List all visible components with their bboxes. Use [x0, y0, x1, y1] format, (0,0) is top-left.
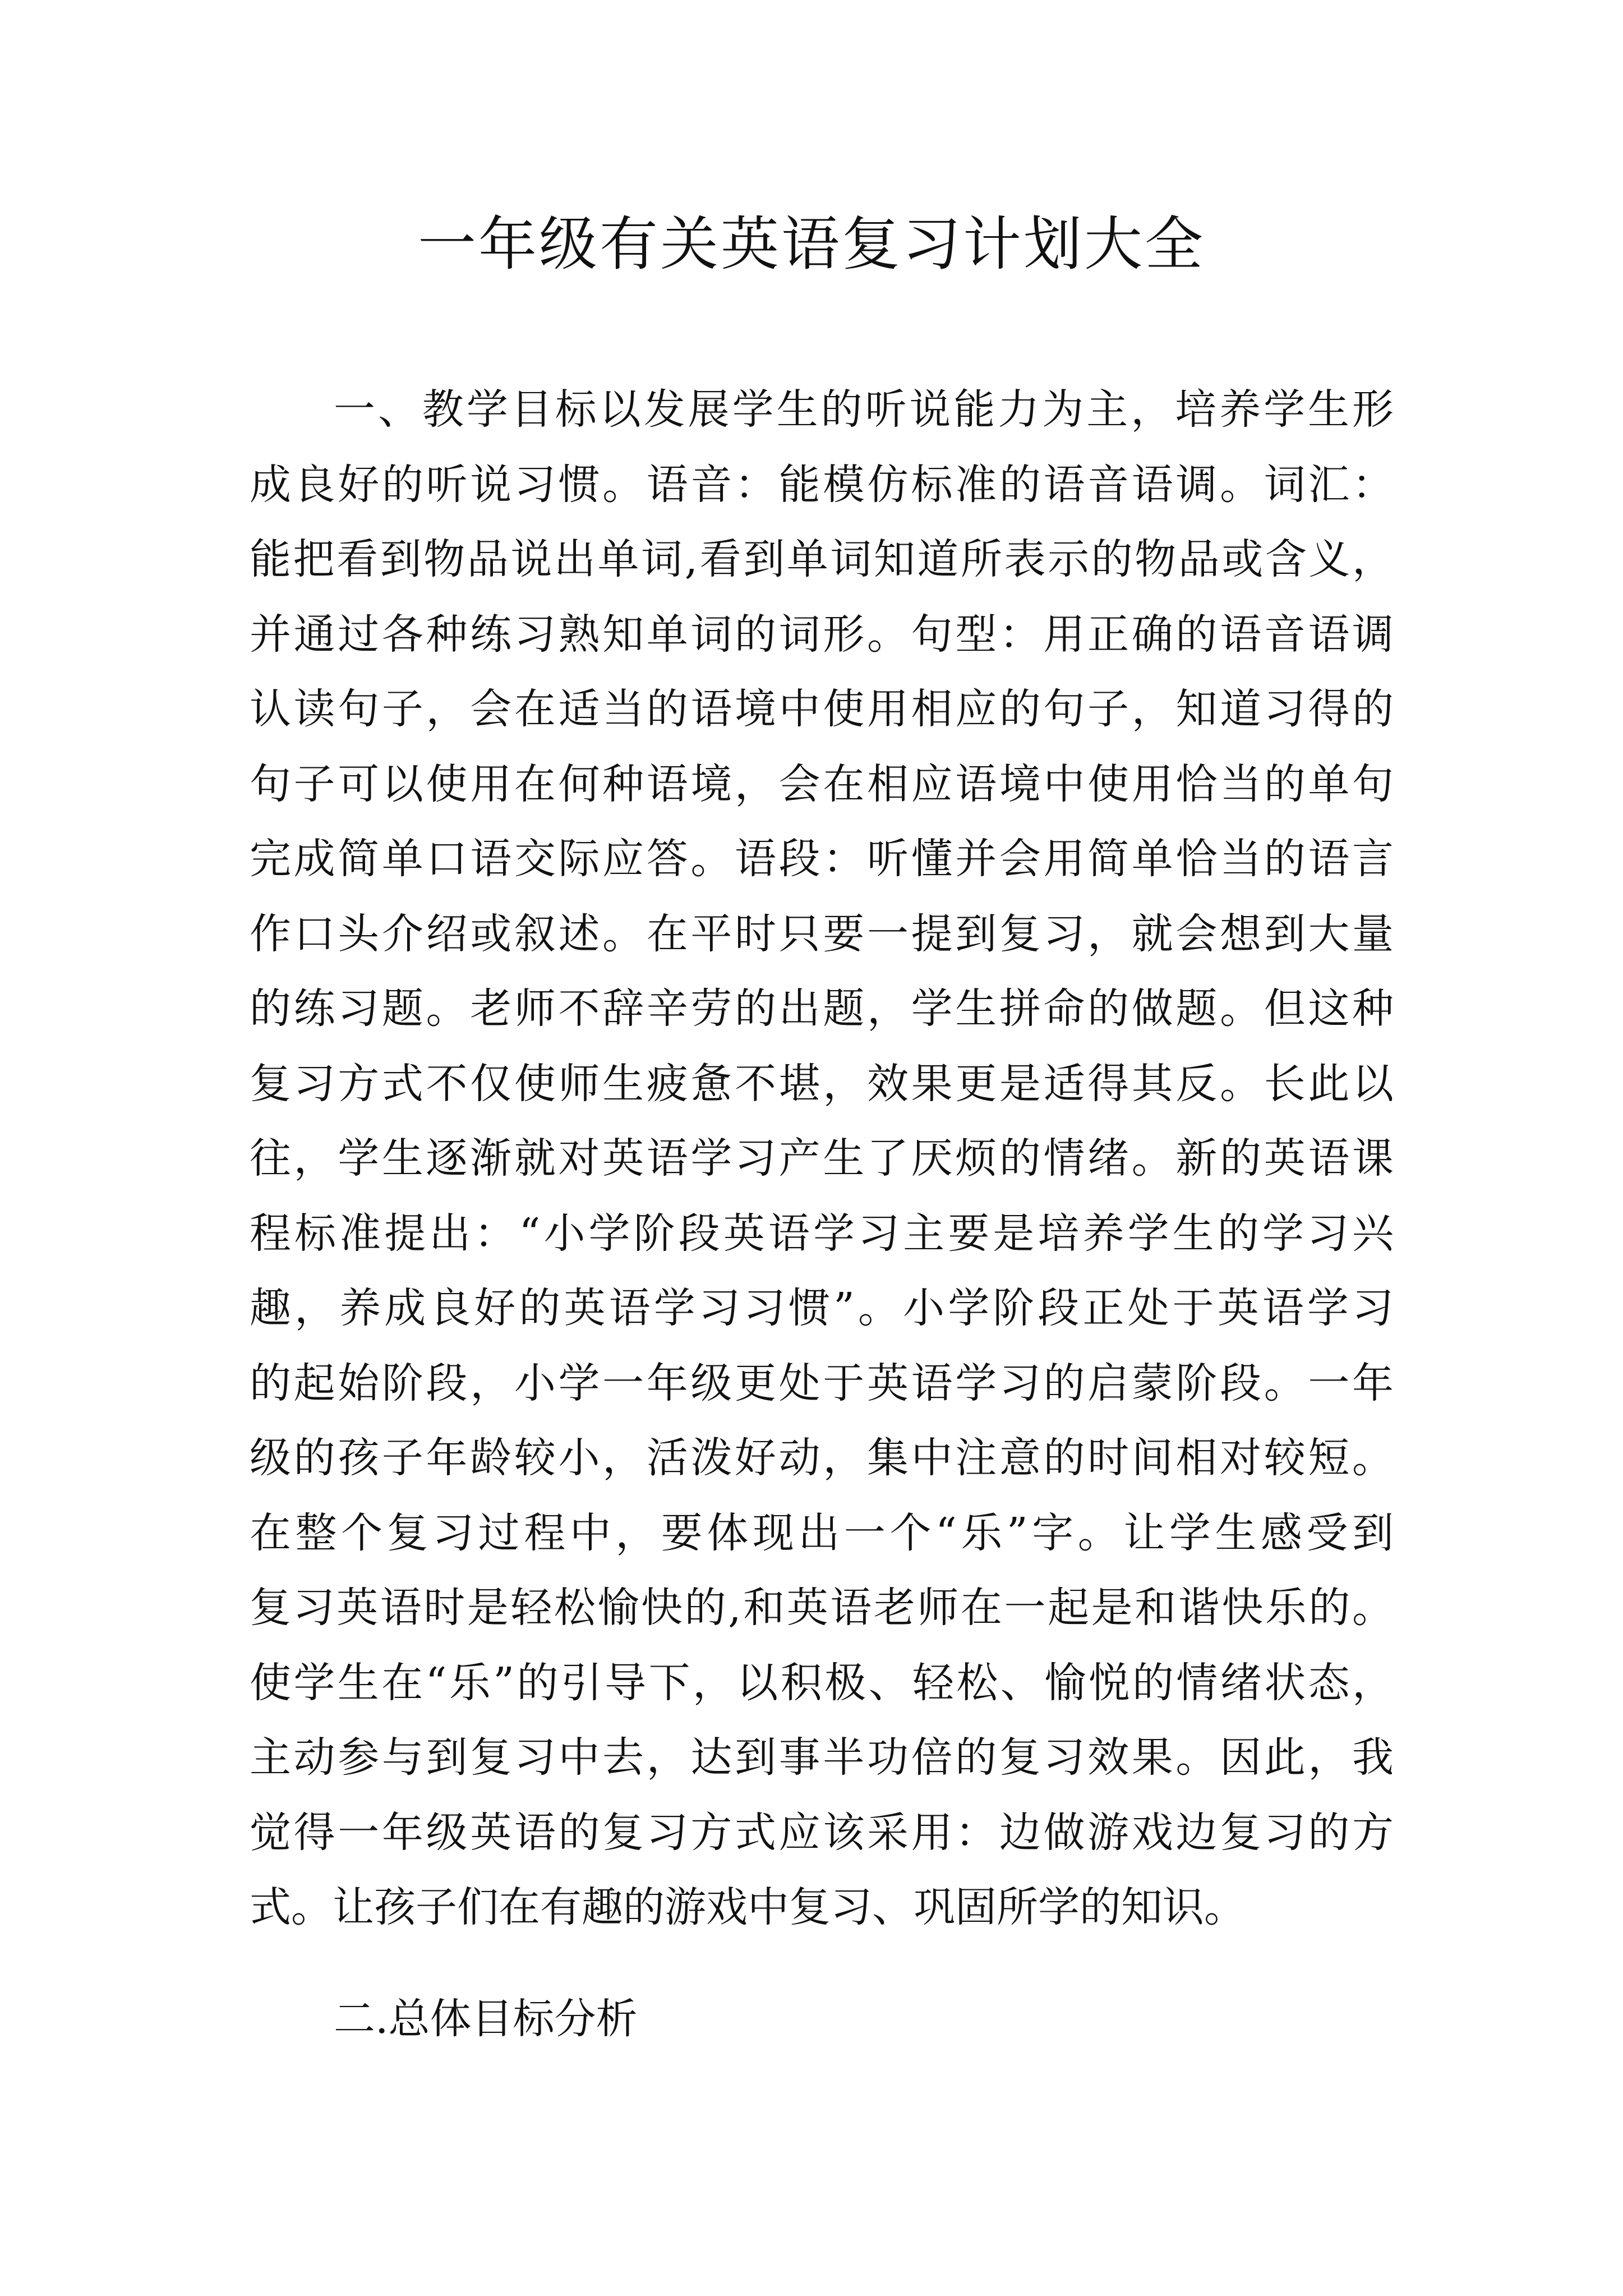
paragraph-line: 觉得一年级英语的复习方式应该采用：边做游戏边复习的方: [250, 1808, 1394, 1857]
paragraph-line: 在整个复习过程中，要体现出一个“乐”字。让学生感受到: [250, 1508, 1394, 1557]
paragraph-line: 主动参与到复习中去，达到事半功倍的复习效果。因此，我: [250, 1733, 1394, 1782]
paragraph-line: 程标准提出：“小学阶段英语学习主要是培养学生的学习兴: [250, 1209, 1394, 1258]
paragraph-line: 往，学生逐渐就对英语学习产生了厌烦的情绪。新的英语课: [250, 1134, 1394, 1182]
paragraph-line: 认读句子，会在适当的语境中使用相应的句子，知道习得的: [250, 685, 1394, 733]
paragraph-line: 完成简单口语交际应答。语段：听懂并会用简单恰当的语言: [250, 835, 1394, 883]
section-heading: 二.总体目标分析: [334, 1995, 638, 2043]
paragraph-line: 复习方式不仅使师生疲惫不堪，效果更是适得其反。长此以: [250, 1059, 1394, 1108]
paragraph-line: 句子可以使用在何种语境，会在相应语境中使用恰当的单句: [250, 760, 1394, 808]
paragraph-line: 一、教学目标以发展学生的听说能力为主，培养学生形: [334, 385, 1394, 434]
paragraph-line: 成良好的听说习惯。语音：能模仿标准的语音语调。词汇：: [250, 460, 1394, 509]
paragraph-line: 使学生在“乐”的引导下，以积极、轻松、愉悦的情绪状态，: [250, 1658, 1394, 1707]
paragraph-line: 趣，养成良好的英语学习习惯”。小学阶段正处于英语学习: [250, 1284, 1394, 1332]
paragraph-line: 的练习题。老师不辞辛劳的出题，学生拼命的做题。但这种: [250, 984, 1394, 1033]
document-title: 一年级有关英语复习计划大全: [417, 210, 1205, 278]
paragraph-line: 式。让孩子们在有趣的游戏中复习、巩固所学的知识。: [250, 1883, 1246, 1931]
paragraph-line: 复习英语时是轻松愉快的,和英语老师在一起是和谐快乐的。: [250, 1584, 1394, 1632]
paragraph-line: 级的孩子年龄较小，活泼好动，集中注意的时间相对较短。: [250, 1434, 1394, 1482]
paragraph-line: 的起始阶段，小学一年级更处于英语学习的启蒙阶段。一年: [250, 1359, 1394, 1407]
paragraph-line: 作口头介绍或叙述。在平时只要一提到复习，就会想到大量: [250, 909, 1394, 958]
paragraph-line: 能把看到物品说出单词,看到单词知道所表示的物品或含义，: [250, 535, 1394, 583]
paragraph-line: 并通过各种练习熟知单词的词形。句型：用正确的语音语调: [250, 610, 1394, 659]
body-paragraph: [250, 372, 1394, 1945]
